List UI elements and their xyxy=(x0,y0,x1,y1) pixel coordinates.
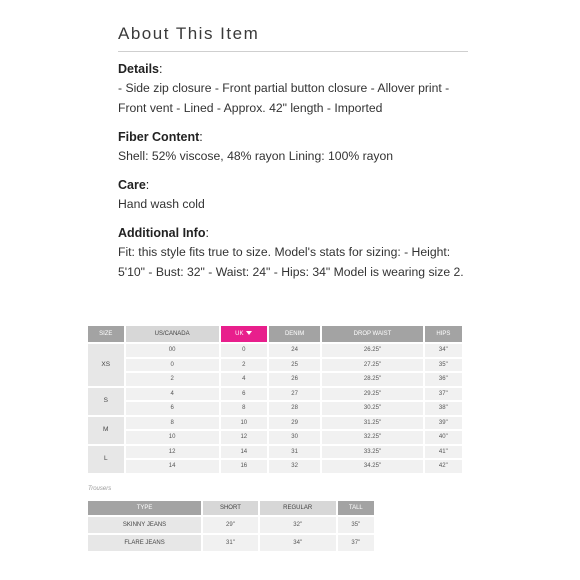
table-row xyxy=(88,359,462,372)
us-canada-value: 8 xyxy=(126,417,219,430)
inseam-type: SKINNY JEANS xyxy=(88,517,201,533)
denim-value: 25 xyxy=(269,359,320,372)
inseam-header-row xyxy=(88,501,374,515)
size-label: S xyxy=(88,388,124,415)
us-canada-value: 0 xyxy=(126,359,219,372)
denim-value: 30 xyxy=(269,431,320,444)
table-row xyxy=(88,446,462,459)
fiber-section: Fiber Content: Shell: 52% viscose, 48% rayon Lining: 100% rayon xyxy=(118,130,468,166)
header-regular[interactable]: REGULAR xyxy=(260,501,336,515)
drop-waist-value: 32.25" xyxy=(322,431,422,444)
title-divider xyxy=(118,51,468,52)
us-canada-value: 6 xyxy=(126,402,219,415)
hips-value: 40" xyxy=(425,431,462,444)
header-uk-label: UK xyxy=(235,331,244,337)
drop-waist-value: 27.25" xyxy=(322,359,422,372)
info-section: Additional Info: Fit: this style fits true to size. Model's stats for sizing: - Height: 5'10" - Bust: 32" - Waist: 24" - Hips: 34" Model is wearing size 2. xyxy=(118,226,468,282)
uk-value: 12 xyxy=(221,431,267,444)
care-section: Care: Hand wash cold xyxy=(118,178,468,214)
table-row xyxy=(88,431,462,444)
care-label: Care xyxy=(118,178,146,192)
drop-waist-value: 33.25" xyxy=(322,446,422,459)
table-row xyxy=(88,417,462,430)
uk-value: 8 xyxy=(221,402,267,415)
about-title: About This Item xyxy=(118,24,260,43)
inseam-value: 32" xyxy=(260,517,336,533)
size-chart-header-row xyxy=(88,326,462,342)
drop-waist-value: 30.25" xyxy=(322,402,422,415)
denim-value: 28 xyxy=(269,402,320,415)
hips-value: 37" xyxy=(425,388,462,401)
care-text: Hand wash cold xyxy=(118,197,205,211)
header-size: SIZE xyxy=(88,326,124,342)
us-canada-value: 10 xyxy=(126,431,219,444)
table-row xyxy=(88,344,462,357)
uk-value: 2 xyxy=(221,359,267,372)
inseam-type: FLARE JEANS xyxy=(88,535,201,551)
hips-value: 39" xyxy=(425,417,462,430)
size-chart-table xyxy=(86,324,464,475)
us-canada-value: 14 xyxy=(126,460,219,473)
details-text: - Side zip closure - Front partial button closure - Allover print - Front vent - Lined - Approx. 42" length - Imported xyxy=(118,81,450,115)
denim-value: 32 xyxy=(269,460,320,473)
header-us-canada[interactable]: US/CANADA xyxy=(126,326,219,342)
about-section xyxy=(118,24,468,282)
info-text: Fit: this style fits true to size. Model's stats for sizing: - Height: 5'10" - Bust: 32" - Waist: 24" - Hips: 34" Model is wearing size 2. xyxy=(118,245,464,279)
drop-waist-value: 31.25" xyxy=(322,417,422,430)
details-label: Details xyxy=(118,62,159,76)
inseam-value: 37" xyxy=(338,535,374,551)
us-canada-value: 4 xyxy=(126,388,219,401)
inseam-value: 29" xyxy=(203,517,258,533)
fiber-label: Fiber Content xyxy=(118,130,200,144)
details-section: Details: - Side zip closure - Front partial button closure - Allover print - Front vent - Lined - Approx. 42" length - Imported xyxy=(118,62,468,118)
table-row xyxy=(88,535,374,551)
size-chart-body xyxy=(88,344,462,473)
info-label: Additional Info xyxy=(118,226,206,240)
drop-waist-value: 29.25" xyxy=(322,388,422,401)
denim-value: 29 xyxy=(269,417,320,430)
trousers-label: Trousers xyxy=(88,486,112,492)
inseam-value: 34" xyxy=(260,535,336,551)
size-label: XS xyxy=(88,344,124,386)
header-tall[interactable]: TALL xyxy=(338,501,374,515)
us-canada-value: 2 xyxy=(126,373,219,386)
hips-value: 35" xyxy=(425,359,462,372)
denim-value: 27 xyxy=(269,388,320,401)
header-hips: HIPS xyxy=(425,326,462,342)
drop-waist-value: 34.25" xyxy=(322,460,422,473)
header-type: TYPE xyxy=(88,501,201,515)
table-row xyxy=(88,517,374,533)
size-label: L xyxy=(88,446,124,473)
uk-value: 0 xyxy=(221,344,267,357)
table-row xyxy=(88,373,462,386)
uk-value: 14 xyxy=(221,446,267,459)
uk-value: 6 xyxy=(221,388,267,401)
hips-value: 38" xyxy=(425,402,462,415)
hips-value: 34" xyxy=(425,344,462,357)
header-short[interactable]: SHORT xyxy=(203,501,258,515)
table-row xyxy=(88,402,462,415)
inseam-table xyxy=(86,499,376,553)
hips-value: 42" xyxy=(425,460,462,473)
fiber-text: Shell: 52% viscose, 48% rayon Lining: 100% rayon xyxy=(118,149,394,163)
denim-value: 24 xyxy=(269,344,320,357)
inseam-value: 31" xyxy=(203,535,258,551)
denim-value: 26 xyxy=(269,373,320,386)
uk-value: 16 xyxy=(221,460,267,473)
size-label: M xyxy=(88,417,124,444)
us-canada-value: 12 xyxy=(126,446,219,459)
header-denim: DENIM xyxy=(269,326,320,342)
header-uk-dropdown[interactable] xyxy=(221,326,267,342)
us-canada-value: 00 xyxy=(126,344,219,357)
table-row xyxy=(88,460,462,473)
uk-value: 4 xyxy=(221,373,267,386)
hips-value: 36" xyxy=(425,373,462,386)
inseam-value: 35" xyxy=(338,517,374,533)
hips-value: 41" xyxy=(425,446,462,459)
drop-waist-value: 26.25" xyxy=(322,344,422,357)
table-row xyxy=(88,388,462,401)
uk-value: 10 xyxy=(221,417,267,430)
drop-waist-value: 28.25" xyxy=(322,373,422,386)
inseam-body xyxy=(88,517,374,551)
header-drop-waist: DROP WAIST xyxy=(322,326,422,342)
denim-value: 31 xyxy=(269,446,320,459)
caret-down-icon xyxy=(246,331,252,335)
